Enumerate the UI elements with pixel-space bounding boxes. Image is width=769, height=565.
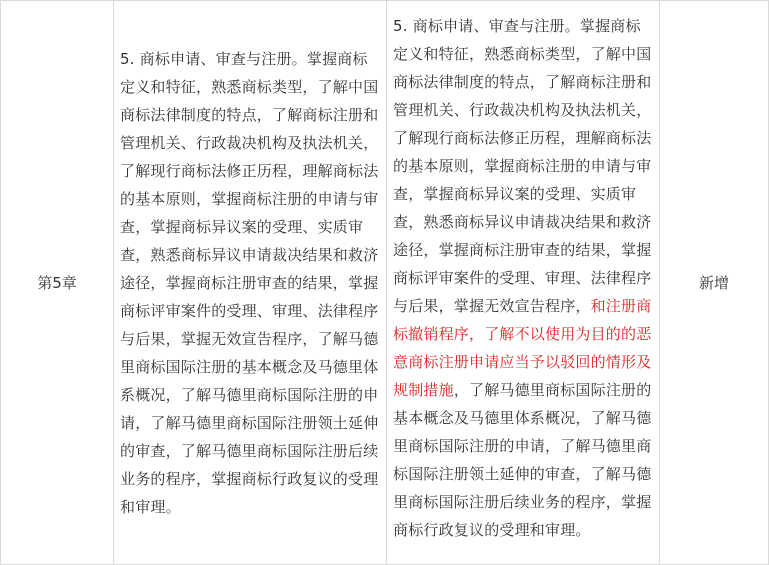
chapter-cell [1, 1, 114, 565]
old-syllabus-text: 5. 商标申请、审查与注册。掌握商标定义和特征，熟悉商标类型，了解中国商标法律制度的特点，了解商标注册和管理机关、行政裁决机构及执法机关，了解现行商标法修正历程，理解商标法的基本原则，掌握商标注册的申请与审查，掌握商标异议案的受理、实质审查，熟悉商标异议申请裁决结果和救济途径，掌握商标注册审查的结果，掌握商标评审案件的受理、审理、法律程序与后果，掌握无效宣告程序，了解马德里商标国际注册的基本概念及马德里体系概况，了解马德里商标国际注册的申请，了解马德里商标国际注册领土延伸的审查，了解马德里商标国际注册后续业务的程序，掌握商标行政复议的受理和审理。 [120, 49, 379, 516]
status-cell [660, 1, 769, 565]
status-label: 新增 [698, 274, 729, 292]
new-text-after: ，了解马德里商标国际注册的基本概念及马德里体系概况，了解马德里商标国际注册的申请，了解马德里商标国际注册领土延伸的审查，了解马德里商标国际注册后续业务的程序，掌握商标行政复议的受理和审理。 [393, 380, 652, 539]
old-syllabus-cell [114, 1, 387, 565]
chapter-label: 第5章 [37, 274, 77, 292]
new-text-before: 5. 商标申请、审查与注册。掌握商标定义和特征，熟悉商标类型，了解中国商标法律制度的特点，了解商标注册和管理机关、行政裁决机构及执法机关，了解现行商标法修正历程，理解商标法的基本原则，掌握商标注册的申请与审查，掌握商标异议案的受理、实质审查，熟悉商标异议申请裁决结果和救济途径，掌握商标注册审查的结果，掌握商标评审案件的受理、审理、法律程序与后果，掌握无效宣告程序， [393, 16, 652, 315]
new-syllabus-text [387, 12, 659, 544]
new-text-highlight: 和注册商标撤销程序，了解不以使用为目的的恶意商标注册申请应当予以驳回的情形及规制措施 [393, 296, 652, 399]
new-syllabus-cell [387, 1, 660, 565]
table-row [1, 1, 769, 565]
